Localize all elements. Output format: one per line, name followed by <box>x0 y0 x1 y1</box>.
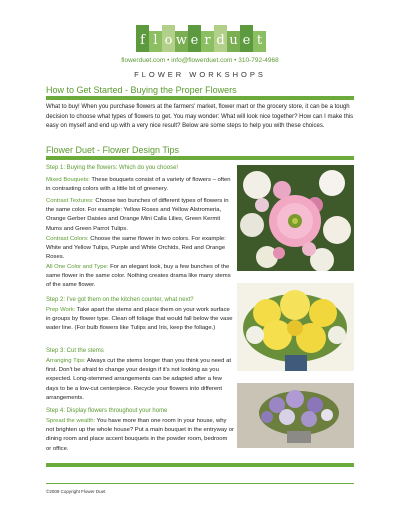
logo-letter-tile: u <box>227 31 240 52</box>
spread-the-wealth-paragraph <box>46 417 234 454</box>
step-2-heading: Step 2: I've got them on the kitchen counter, what next? <box>46 297 194 303</box>
tagline: FLOWER WORKSHOPS <box>134 70 266 79</box>
step-1-heading: Step 1: Buying the flowers: Which do you choose! <box>46 165 179 171</box>
pink-gerbera-bouquet-photo <box>237 165 354 271</box>
logo-letter-tile: l <box>149 31 162 52</box>
logo-letter-tile: t <box>253 31 266 52</box>
section-title-getting-started: How to Get Started - Buying the Proper Flowers <box>46 85 237 95</box>
purple-arrangement-photo <box>237 383 354 448</box>
yellow-rose-bouquet-photo <box>237 283 354 371</box>
logo-letter-tile: e <box>188 25 201 52</box>
intro-paragraph: What to buy! When you purchase flowers at the farmers' market, flower mart or the grocery store, it can be a tough decision to choose what types of flowers to get. You may wonder: What will look nice together? How can I make this easy on myself and end up with a very nice result? Below are some steps to help you with these choices. <box>46 104 354 129</box>
logo-letter-tile: e <box>240 25 253 52</box>
footer-thin-rule <box>46 483 354 484</box>
arranging-tips-label: Arranging Tips: <box>46 358 86 364</box>
section-title-design-tips: Flower Duet - Flower Design Tips <box>46 145 180 155</box>
footer-rule <box>46 463 354 467</box>
step-3-heading: Step 3: Cut the stems <box>46 348 104 354</box>
copyright-text: ©2009 Copyright Flower Duet <box>46 489 106 494</box>
arranging-tips-text: Always cut the stems longer than you think you need at first. Don't be afraid to change your design if it's not looking as you expected. Long-stemmed arrangements can be adapted after a few days to be a low-cut centerpiece. Recycle your flowers into different arrangements. <box>46 358 232 401</box>
all-one-color-label: All One Color and Type: <box>46 264 109 270</box>
logo-letter-tile: o <box>162 25 175 52</box>
logo-letter-tile: d <box>214 25 227 52</box>
section-rule <box>46 156 354 160</box>
logo-letter-tile: w <box>175 31 188 52</box>
spread-the-wealth-label: Spread the wealth: <box>46 418 96 424</box>
mixed-bouquets-paragraph <box>46 176 234 194</box>
all-one-color-text: For an elegant look, buy a few bunches of the same flower in the same color. Nothing creates drama like many stems of the same flower. <box>46 264 231 289</box>
spread-the-wealth-text: You have more than one room in your house, why not brighten up the whole house? Put a main bouquet in the entryway or dining room and place accent bouquets in the powder room, bedroom or office. <box>46 418 234 452</box>
contact-line: flowerduet.com • info@flowerduet.com • 310-792-4968 <box>121 57 279 64</box>
contrast-textures-text: Choose two bunches of different types of flowers in the same color. For example: Yellow Roses and Yellow Alstromeria, Orange Gerber Daisies and Orange Mini Calla Lilies, Green Kermit Mums and Green Parrot Tulips. <box>46 198 229 232</box>
all-one-color-paragraph <box>46 263 234 291</box>
prep-work-paragraph <box>46 306 234 334</box>
section-rule <box>46 96 354 100</box>
arranging-tips-paragraph <box>46 357 234 403</box>
contrast-colors-label: Contrast Colors: <box>46 236 89 242</box>
mixed-bouquets-label: Mixed Bouquets: <box>46 177 90 183</box>
logo-letter-tile: r <box>201 31 214 52</box>
contrast-textures-paragraph <box>46 197 234 234</box>
prep-work-label: Prep Work: <box>46 307 76 313</box>
contrast-textures-label: Contrast Textures: <box>46 198 94 204</box>
mixed-bouquets-text: These bouquets consist of a variety of flowers – often in contrasting colors with a little bit of greenery. <box>46 177 231 193</box>
logo-letter-tile: f <box>136 25 149 52</box>
flowerduet-logo <box>136 25 266 52</box>
contrast-colors-text: Choose the same flower in two colors. For example: White and Yellow Tulips, Purple and White Orchids, Red and Orange Roses. <box>46 236 226 261</box>
step-4-heading: Step 4: Display flowers throughout your home <box>46 408 168 414</box>
contrast-colors-paragraph <box>46 235 234 263</box>
prep-work-text: Take apart the stems and place them on your work surface in groups by flower type. Clean off foliage that would fall below the vase water line. (For bulb flowers like Tulips and Iris, keep the foliage.) <box>46 307 233 332</box>
